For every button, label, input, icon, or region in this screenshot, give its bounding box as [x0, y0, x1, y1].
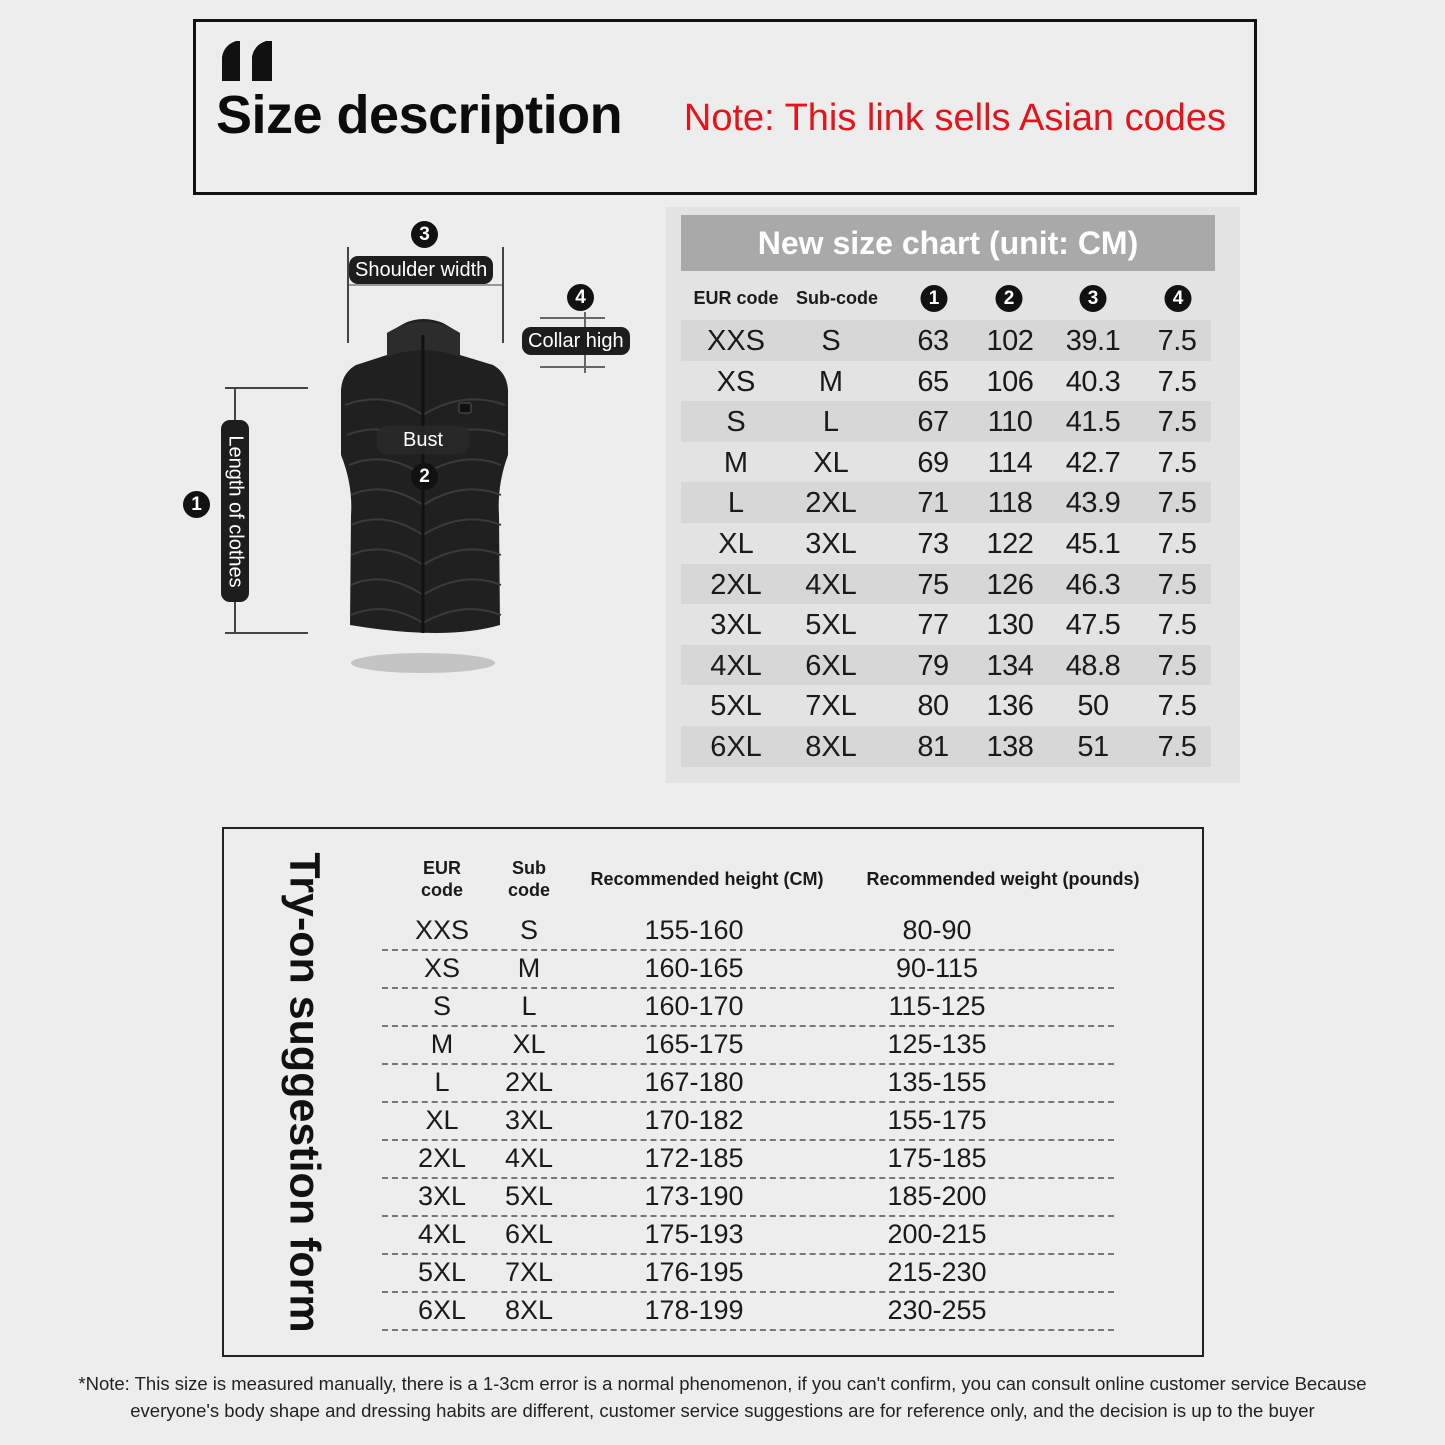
cell-bust: 136: [986, 690, 1034, 723]
cell-weight: 135-155: [887, 1067, 987, 1097]
cell-length: 73: [917, 527, 949, 560]
cell-sub-code: S: [519, 915, 539, 945]
cell-shoulder: 48.8: [1065, 649, 1121, 682]
cell-sub-code: 5XL: [504, 1181, 554, 1211]
cell-bust: 126: [986, 568, 1034, 601]
size-chart-row: [681, 685, 1211, 726]
cell-shoulder: 47.5: [1065, 609, 1121, 642]
cell-sub-code: 8XL: [504, 1295, 554, 1325]
cell-weight: 175-185: [887, 1143, 987, 1173]
cell-collar: 7.5: [1157, 487, 1197, 520]
cell-length: 80: [917, 690, 949, 723]
footer-note-line1: *Note: This size is measured manually, there is a 1-3cm error is a normal phenomenon, if you can't confirm, you can consult online customer service Because: [78, 1373, 1367, 1394]
cell-height: 172-185: [644, 1143, 744, 1173]
cell-collar: 7.5: [1157, 568, 1197, 601]
cell-collar: 7.5: [1157, 609, 1197, 642]
cell-bust: 122: [986, 527, 1034, 560]
cell-shoulder: 43.9: [1065, 487, 1121, 520]
size-chart-rows: [681, 320, 1211, 767]
cell-height: 176-195: [644, 1257, 744, 1287]
cell-shoulder: 46.3: [1065, 568, 1121, 601]
cell-sub-code: L: [521, 991, 537, 1021]
tryon-row: [382, 951, 1114, 989]
cell-length: 69: [917, 446, 949, 479]
cell-sub-code: 7XL: [504, 1257, 554, 1287]
cell-eur-code: L: [434, 1067, 450, 1097]
cell-eur-code: 4XL: [417, 1219, 467, 1249]
cell-weight: 215-230: [887, 1257, 987, 1287]
tryon-col-sub-code: Sub code: [507, 858, 550, 900]
size-chart-row: [681, 361, 1211, 402]
cell-collar: 7.5: [1157, 406, 1197, 439]
cell-length: 63: [917, 325, 949, 357]
col-length-badge: 1: [921, 285, 948, 312]
cell-shoulder: 51: [1077, 730, 1109, 763]
cell-collar: 7.5: [1157, 446, 1197, 479]
cell-eur-code: XS: [423, 953, 461, 983]
cell-shoulder: 50: [1077, 690, 1109, 723]
cell-eur-code: M: [430, 1029, 454, 1059]
cell-shoulder: 39.1: [1065, 325, 1121, 357]
cell-sub-code: XL: [813, 446, 849, 479]
cell-bust: 130: [986, 609, 1034, 642]
cell-eur-code: 2XL: [710, 568, 762, 601]
cell-length: 71: [917, 487, 949, 520]
cell-eur-code: 3XL: [417, 1181, 467, 1211]
tryon-row: [382, 1065, 1114, 1103]
cell-sub-code: S: [821, 325, 841, 357]
tryon-row: [382, 1217, 1114, 1255]
size-chart-row: [681, 401, 1211, 442]
cell-eur-code: 5XL: [417, 1257, 467, 1287]
cell-height: 178-199: [644, 1295, 744, 1325]
size-chart-row: [681, 645, 1211, 686]
collar-high-label: Collar high: [522, 327, 630, 355]
cell-shoulder: 41.5: [1065, 406, 1121, 439]
cell-height: 160-170: [644, 991, 744, 1021]
cell-sub-code: M: [818, 365, 844, 398]
cell-weight: 230-255: [887, 1295, 987, 1325]
footer-note-line2: everyone's body shape and dressing habits are different, customer service suggestions are for reference only, and the decision is up to the buyer: [130, 1400, 1315, 1421]
page-title: Size description: [216, 85, 623, 145]
cell-bust: 106: [986, 365, 1034, 398]
badge-bust: 2: [411, 463, 438, 490]
tryon-row: [382, 913, 1114, 951]
quote-icon: [218, 41, 278, 81]
tryon-row: [382, 1293, 1114, 1331]
cell-collar: 7.5: [1157, 527, 1197, 560]
cell-bust: 118: [987, 487, 1033, 520]
cell-eur-code: 4XL: [710, 649, 762, 682]
cell-weight: 155-175: [887, 1105, 987, 1135]
cell-eur-code: XXS: [414, 915, 470, 945]
tryon-header: [224, 853, 1204, 913]
tryon-row: [382, 989, 1114, 1027]
tryon-row: [382, 1027, 1114, 1065]
cell-sub-code: 4XL: [504, 1143, 554, 1173]
cell-sub-code: 2XL: [504, 1067, 554, 1097]
cell-eur-code: 6XL: [710, 730, 762, 763]
tryon-form: [222, 827, 1204, 1357]
cell-sub-code: XL: [512, 1029, 546, 1059]
size-chart: [666, 207, 1240, 783]
cell-bust: 134: [986, 649, 1034, 682]
cell-eur-code: 5XL: [710, 690, 762, 723]
cell-sub-code: 5XL: [805, 609, 857, 642]
badge-shoulder: 3: [411, 221, 438, 248]
cell-weight: 90-115: [895, 953, 979, 983]
shoulder-width-label: Shoulder width: [349, 256, 493, 284]
cell-eur-code: S: [432, 991, 452, 1021]
size-chart-row: [681, 442, 1211, 483]
cell-height: 173-190: [644, 1181, 744, 1211]
cell-sub-code: L: [822, 406, 840, 439]
cell-eur-code: XXS: [706, 325, 766, 357]
tryon-col-height: Recommended height (CM): [590, 869, 824, 889]
cell-collar: 7.5: [1157, 325, 1197, 357]
badge-length: 1: [183, 491, 210, 518]
col-collar-badge: 4: [1165, 285, 1192, 312]
tryon-row: [382, 1103, 1114, 1141]
tryon-title: Try-on suggestion form: [280, 851, 329, 1333]
cell-height: 175-193: [644, 1219, 744, 1249]
tryon-row: [382, 1179, 1114, 1217]
col-bust-badge: 2: [996, 285, 1023, 312]
cell-weight: 185-200: [887, 1181, 987, 1211]
tryon-col-eur-code: EUR code: [420, 858, 463, 900]
asian-codes-note: Note: This link sells Asian codes: [683, 97, 1226, 139]
cell-sub-code: 6XL: [805, 649, 857, 682]
cell-length: 81: [917, 730, 949, 763]
tryon-row: [382, 1255, 1114, 1293]
col-sub-code: Sub-code: [795, 288, 879, 308]
size-chart-row: [681, 320, 1211, 361]
cell-height: 165-175: [644, 1029, 744, 1059]
cell-sub-code: 8XL: [805, 730, 857, 763]
cell-weight: 80-90: [902, 915, 972, 945]
cell-eur-code: XL: [718, 527, 754, 560]
cell-collar: 7.5: [1157, 365, 1197, 398]
tryon-col-weight: Recommended weight (pounds): [866, 869, 1140, 889]
cell-sub-code: 2XL: [805, 487, 857, 520]
cell-shoulder: 42.7: [1065, 446, 1121, 479]
size-chart-row: [681, 726, 1211, 767]
cell-height: 170-182: [644, 1105, 744, 1135]
cell-eur-code: S: [726, 406, 746, 439]
cell-height: 167-180: [644, 1067, 744, 1097]
size-chart-row: [681, 523, 1211, 564]
cell-length: 67: [917, 406, 949, 439]
cell-eur-code: 6XL: [417, 1295, 467, 1325]
col-eur-code: EUR code: [693, 288, 779, 308]
cell-weight: 200-215: [887, 1219, 987, 1249]
tryon-row: [382, 1141, 1114, 1179]
col-shoulder-badge: 3: [1080, 285, 1107, 312]
size-chart-row: [681, 604, 1211, 645]
cell-eur-code: M: [723, 446, 749, 479]
cell-weight: 125-135: [887, 1029, 987, 1059]
cell-bust: 110: [987, 406, 1033, 439]
cell-eur-code: 2XL: [417, 1143, 467, 1173]
tryon-rows: [382, 913, 1114, 1331]
cell-sub-code: M: [517, 953, 541, 983]
cell-length: 65: [917, 365, 949, 398]
cell-bust: 138: [986, 730, 1034, 763]
cell-weight: 115-125: [888, 991, 986, 1021]
bust-label: Bust: [377, 426, 469, 454]
cell-length: 77: [917, 609, 949, 642]
cell-collar: 7.5: [1157, 649, 1197, 682]
cell-shoulder: 40.3: [1065, 365, 1121, 398]
cell-sub-code: 4XL: [805, 568, 857, 601]
cell-height: 155-160: [644, 915, 744, 945]
cell-sub-code: 3XL: [504, 1105, 554, 1135]
footer-note: [40, 1370, 1405, 1424]
cell-bust: 102: [986, 325, 1034, 357]
cell-shoulder: 45.1: [1065, 527, 1121, 560]
header-box: [193, 19, 1257, 195]
size-chart-row: [681, 482, 1211, 523]
size-chart-header: [666, 283, 1240, 315]
cell-bust: 114: [987, 446, 1033, 479]
size-chart-row: [681, 564, 1211, 605]
cell-eur-code: 3XL: [710, 609, 762, 642]
cell-sub-code: 7XL: [805, 690, 857, 723]
cell-eur-code: L: [727, 487, 745, 520]
length-of-clothes-label: Length of clothes: [221, 420, 249, 602]
cell-length: 79: [917, 649, 949, 682]
cell-sub-code: 3XL: [805, 527, 857, 560]
cell-eur-code: XL: [425, 1105, 459, 1135]
size-chart-title: New size chart (unit: CM): [681, 215, 1215, 271]
cell-height: 160-165: [644, 953, 744, 983]
cell-eur-code: XS: [716, 365, 756, 398]
badge-collar: 4: [567, 284, 594, 311]
cell-collar: 7.5: [1157, 730, 1197, 763]
cell-sub-code: 6XL: [504, 1219, 554, 1249]
cell-length: 75: [917, 568, 949, 601]
cell-collar: 7.5: [1157, 690, 1197, 723]
vest-diagram: [175, 215, 655, 695]
